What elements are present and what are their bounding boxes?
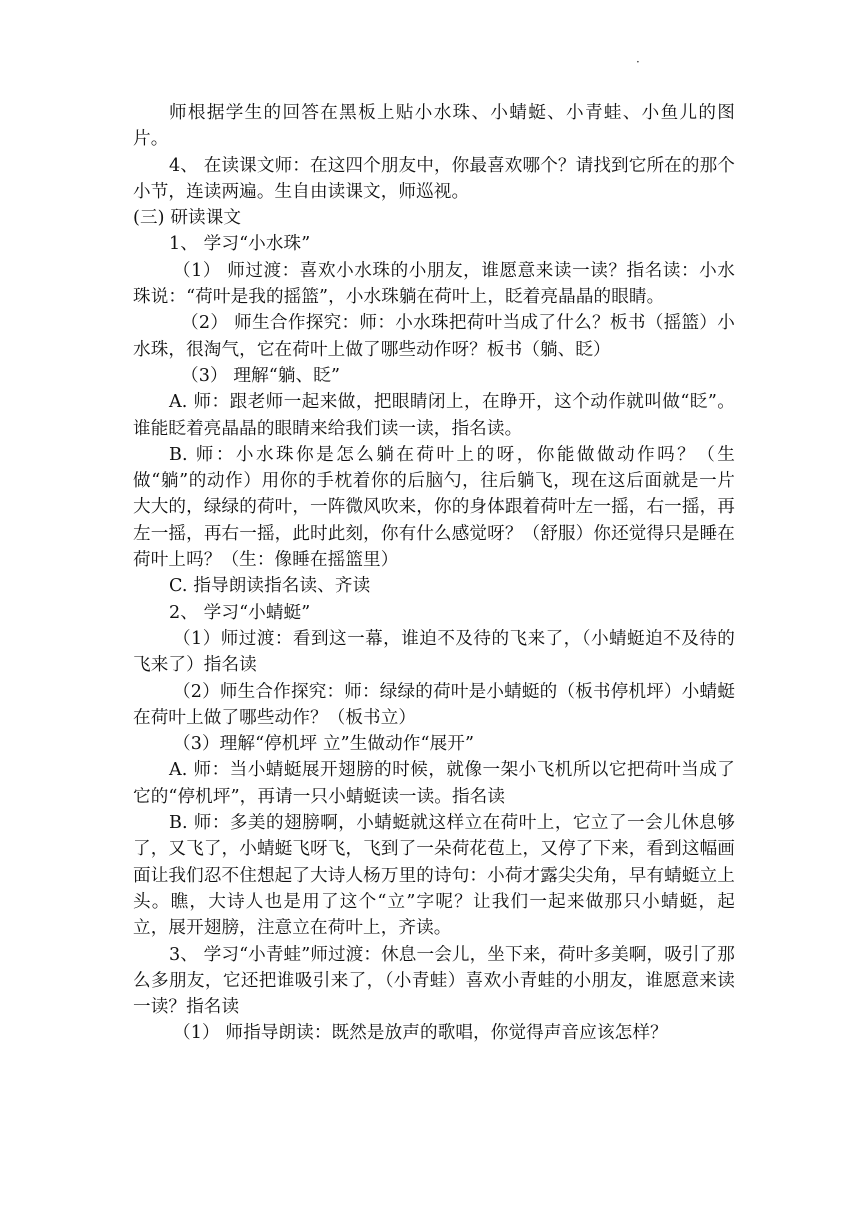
paragraph: B. 师：多美的翅膀啊，小蜻蜓就这样立在荷叶上，它立了一会儿休息够了，又飞了，小蜻蜓飞呀飞，飞到了一朵荷花苞上，又停了下来，看到这幅画面让我们忍不住想起了大诗人杨万里的诗句：小荷才露尖尖角，早有蜻蜓立上头。瞧，大诗人也是用了这个“立”字呢？让我们一起来做那只小蜻蜓，起立，展开翅膀，注意立在荷叶上，齐读。 [133, 813, 735, 939]
header-mark: · [636, 55, 640, 69]
paragraph: （3）理解“停机坪 立”生做动作“展开” [173, 734, 475, 755]
paragraph: 师根据学生的回答在黑板上贴小水珠、小蜻蜓、小青蛙、小鱼儿的图片。 [133, 103, 735, 150]
document-body [133, 100, 735, 1047]
paragraph: （2）师生合作探究：师：绿绿的荷叶是小蜻蜓的（板书停机坪）小蜻蜓在荷叶上做了哪些动作？（板书立） [133, 681, 735, 728]
section-heading: (三) 研读课文 [133, 208, 242, 229]
paragraph: （1）师过渡：看到这一幕，谁迫不及待的飞来了，（小蜻蜓迫不及待的飞来了）指名读 [133, 628, 735, 676]
paragraph: （2） 师生合作探究：师：小水珠把荷叶当成了什么？板书（摇篮）小水珠，很淘气，它在荷叶上做了哪些动作呀？板书（躺、眨） [133, 313, 735, 360]
paragraph: B. 师：小水珠你是怎么躺在荷叶上的呀，你能做做动作吗？（生做“躺”的动作）用你的手枕着你的后脑勺，往后躺飞，现在这后面就是一片大大的，绿绿的荷叶，一阵微风吹来，你的身体跟着荷叶左一摇，右一摇，再左一摇，再右一摇，此时此刻，你有什么感觉呀？（舒服）你还觉得只是睡在荷叶上吗？（生：像睡在摇篮里） [133, 444, 735, 571]
subsection-heading: 1、 学习“小水珠” [169, 234, 311, 255]
paragraph: 4、 在读课文师：在这四个朋友中，你最喜欢哪个？请找到它所在的那个小节，连读两遍。生自由读课文，师巡视。 [133, 155, 735, 202]
paragraph: （3） 理解“躺、眨” [181, 365, 341, 386]
paragraph: C. 指导朗读指名读、齐读 [169, 576, 371, 597]
paragraph: A. 师：当小蜻蜓展开翅膀的时候，就像一架小飞机所以它把荷叶当成了它的“停机坪”，再请一只小蜻蜓读一读。指名读 [133, 760, 735, 807]
subsection-heading: 2、 学习“小蜻蜓” [169, 602, 311, 623]
paragraph: A. 师：跟老师一起来做，把眼睛闭上，在睁开，这个动作就叫做“眨”。谁能眨着亮晶晶的眼睛来给我们读一读，指名读。 [133, 392, 735, 439]
paragraph: 3、 学习“小青蛙”师过渡：休息一会儿，坐下来，荷叶多美啊，吸引了那么多朋友，它还把谁吸引来了，（小青蛙）喜欢小青蛙的小朋友，谁愿意来读一读？指名读 [133, 944, 735, 1018]
paragraph: （1） 师过渡：喜欢小水珠的小朋友，谁愿意来读一读？指名读：小水珠说：“荷叶是我的摇篮”，小水珠躺在荷叶上，眨着亮晶晶的眼睛。 [133, 260, 735, 308]
paragraph: （1） 师指导朗读：既然是放声的歌唱，你觉得声音应该怎样？ [173, 1023, 668, 1044]
